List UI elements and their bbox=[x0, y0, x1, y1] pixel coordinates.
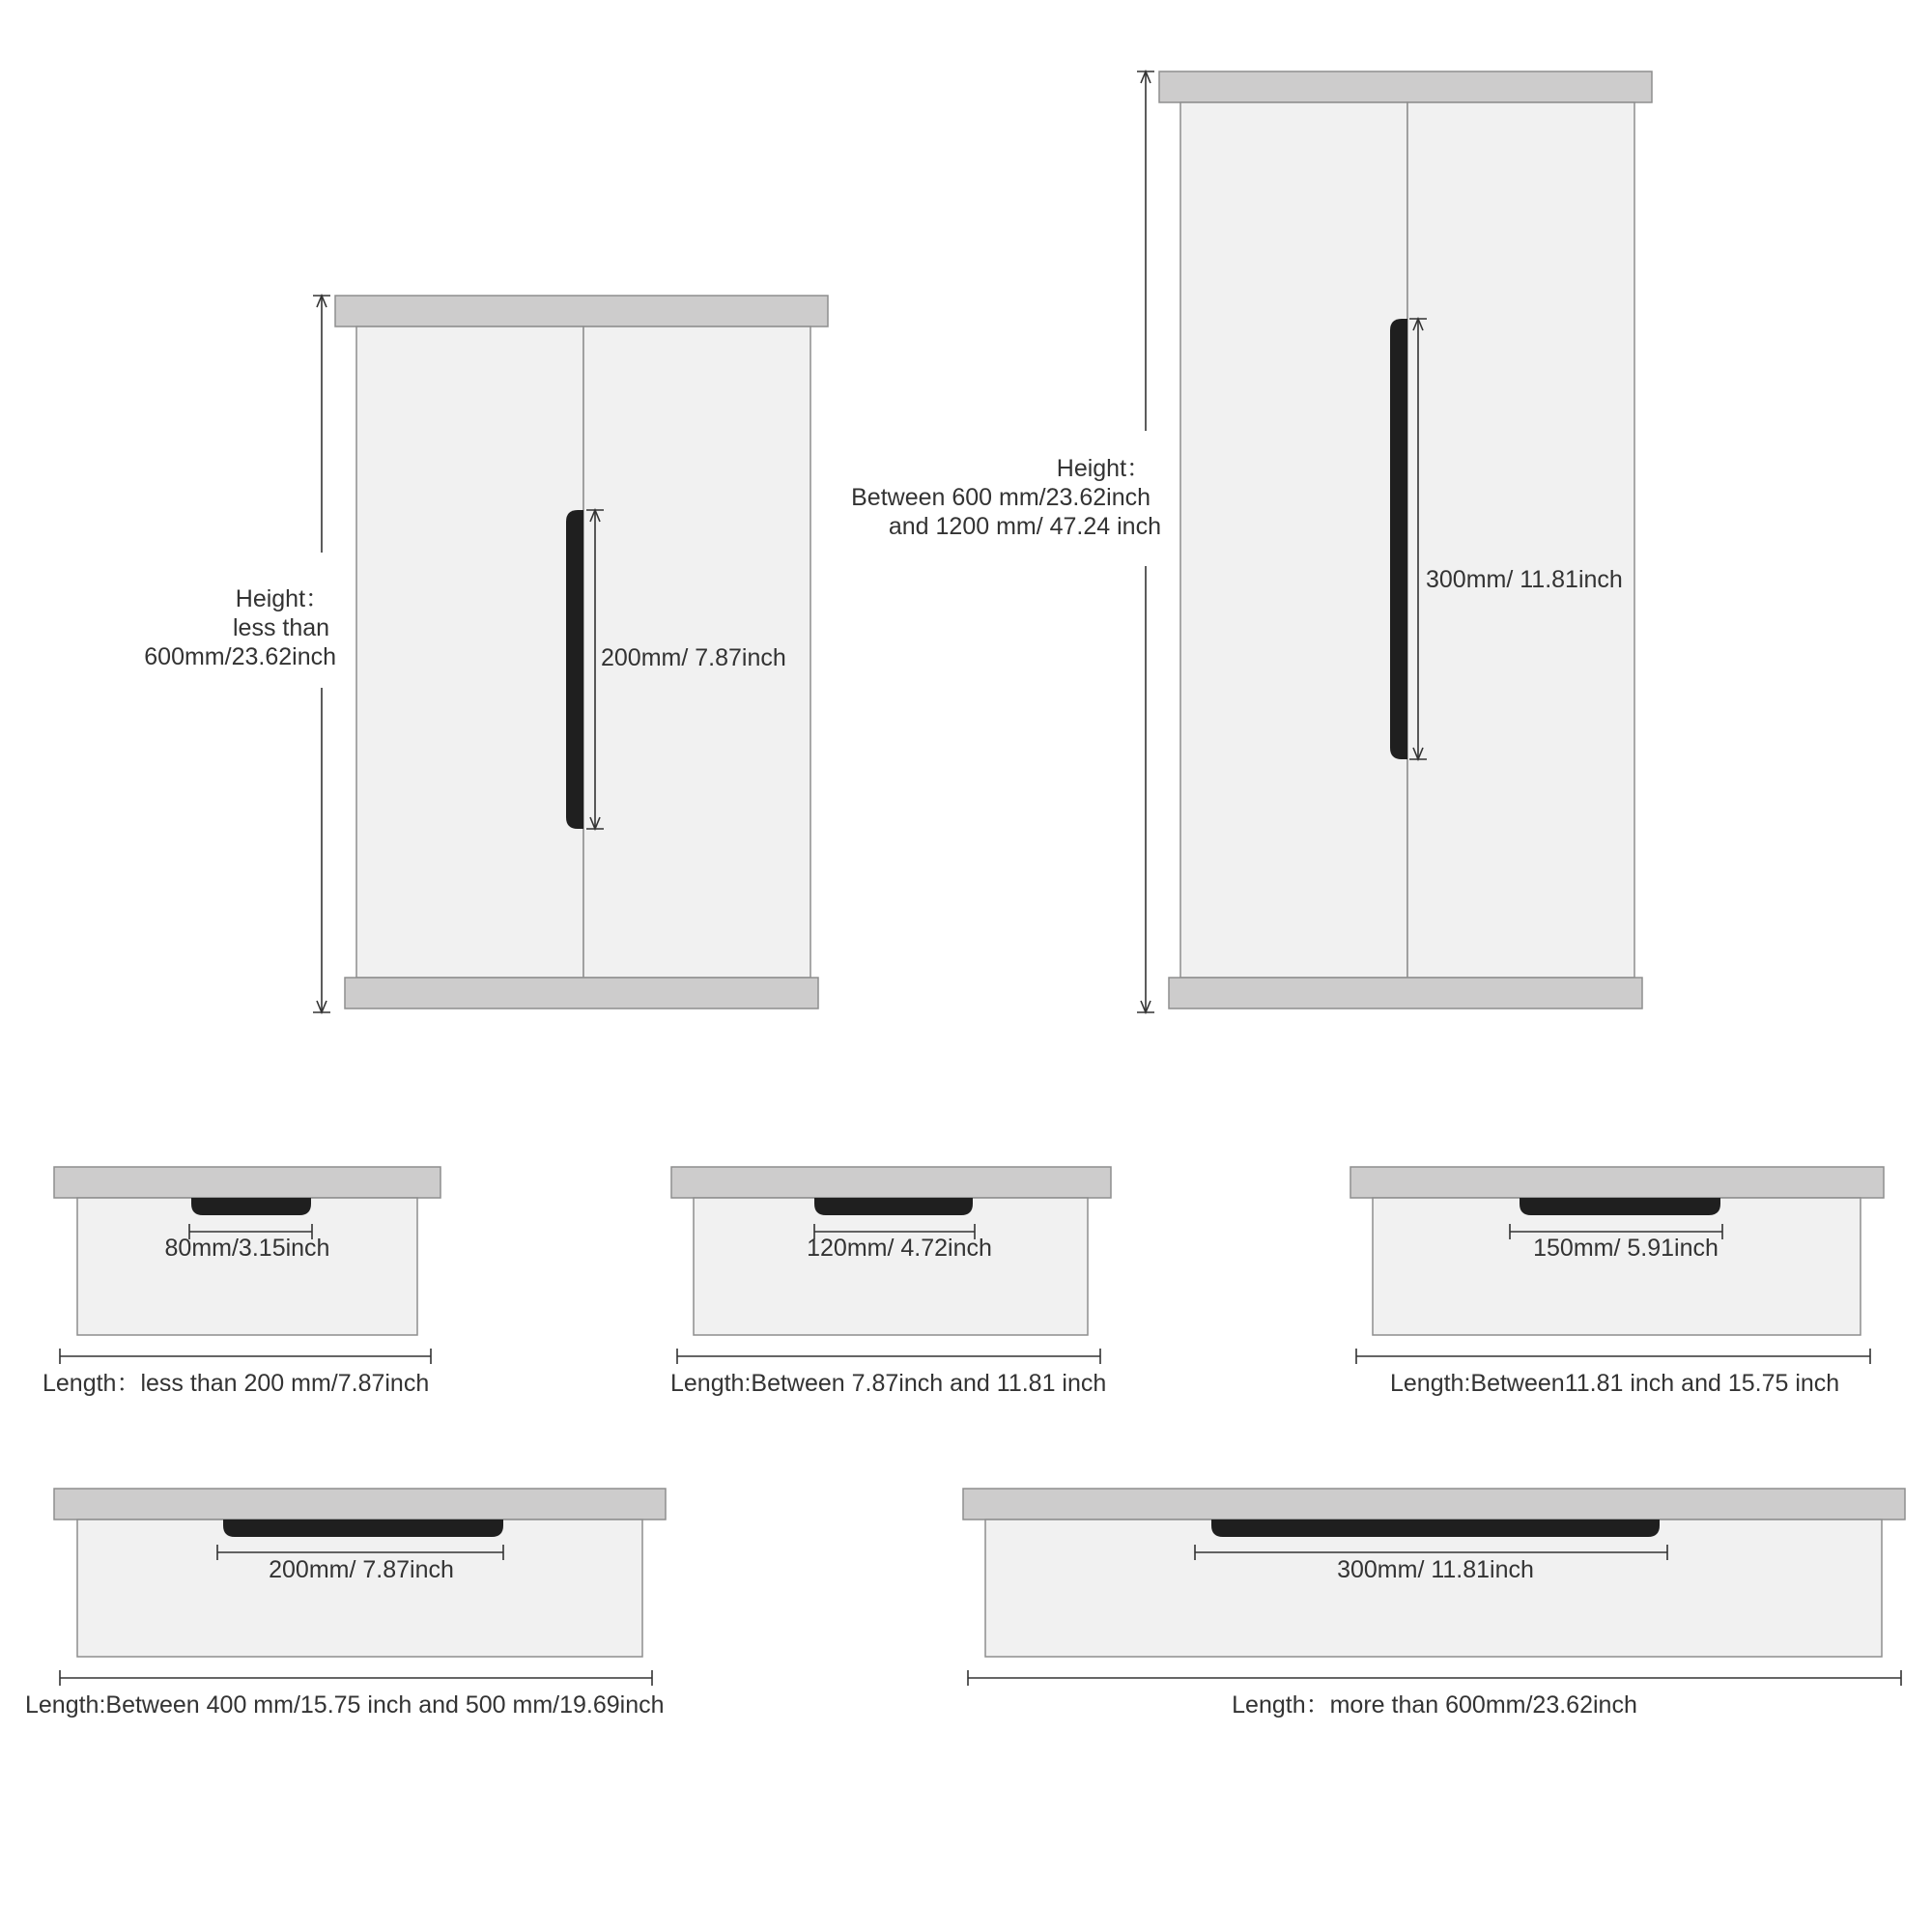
drawer-5 bbox=[963, 1489, 1905, 1719]
drawer-5-length-dimension bbox=[968, 1670, 1901, 1686]
tall-cabinet-handle-label: 300mm/ 11.81inch bbox=[1426, 566, 1623, 593]
drawer-3-handle-label: 150mm/ 5.91inch bbox=[1533, 1235, 1719, 1262]
drawer-5-handle-label: 300mm/ 11.81inch bbox=[1337, 1556, 1534, 1583]
tall-cabinet-right-door bbox=[1407, 102, 1634, 978]
drawer-3-top-plank bbox=[1350, 1167, 1884, 1198]
drawer-1-handle bbox=[191, 1198, 311, 1215]
drawer-1-handle-label: 80mm/3.15inch bbox=[164, 1235, 330, 1262]
drawer-1-length-label: Length：less than 200 mm/7.87inch bbox=[43, 1370, 430, 1397]
drawer-3-front bbox=[1373, 1198, 1861, 1335]
drawer-4-handle bbox=[223, 1520, 503, 1537]
drawer-1 bbox=[43, 1167, 440, 1397]
drawer-2-front bbox=[694, 1198, 1088, 1335]
drawer-3 bbox=[1350, 1167, 1884, 1397]
short-cabinet-handle-label: 200mm/ 7.87inch bbox=[601, 644, 786, 671]
drawer-5-top-plank bbox=[963, 1489, 1905, 1520]
tall-cabinet-bottom-plank bbox=[1169, 978, 1642, 1009]
short-cabinet-top-plank bbox=[335, 296, 828, 327]
tall-cabinet-height-dimension bbox=[1137, 71, 1154, 1012]
drawer-1-length-dimension bbox=[60, 1349, 431, 1364]
short-cabinet bbox=[144, 296, 828, 1012]
short-cabinet-bottom-plank bbox=[345, 978, 818, 1009]
drawer-2-length-label: Length:Between 7.87inch and 11.81 inch bbox=[670, 1370, 1107, 1397]
drawer-4-length-dimension bbox=[60, 1670, 652, 1686]
tall-cabinet-height-label bbox=[851, 455, 1161, 540]
short-height-line-3: 600mm/23.62inch bbox=[144, 643, 336, 670]
short-cabinet-left-door bbox=[356, 327, 583, 978]
drawer-4-length-label: Length:Between 400 mm/15.75 inch and 500 mm/19.69inch bbox=[25, 1691, 665, 1719]
short-cabinet-height-label bbox=[144, 585, 336, 670]
drawer-4 bbox=[25, 1489, 666, 1719]
tall-cabinet bbox=[851, 71, 1652, 1012]
tall-cabinet-top-plank bbox=[1159, 71, 1652, 102]
drawer-3-handle bbox=[1520, 1198, 1720, 1215]
drawer-2-handle-label: 120mm/ 4.72inch bbox=[807, 1235, 992, 1262]
drawer-1-top-plank bbox=[54, 1167, 440, 1198]
drawer-4-front bbox=[77, 1520, 642, 1657]
tall-cabinet-handle bbox=[1390, 319, 1407, 759]
tall-height-line-3: and 1200 mm/ 47.24 inch bbox=[888, 513, 1161, 540]
drawer-3-length-dimension bbox=[1356, 1349, 1870, 1364]
drawer-2-handle bbox=[814, 1198, 973, 1215]
short-height-line-2: less than bbox=[232, 614, 330, 641]
drawer-3-length-label: Length:Between11.81 inch and 15.75 inch bbox=[1390, 1370, 1840, 1397]
tall-height-line-2: Between 600 mm/23.62inch bbox=[851, 484, 1151, 511]
tall-cabinet-left-door bbox=[1180, 102, 1407, 978]
drawer-5-front bbox=[985, 1520, 1882, 1657]
short-cabinet-handle bbox=[566, 510, 583, 829]
tall-height-line-1: Height： bbox=[1056, 455, 1151, 482]
drawer-2-top-plank bbox=[671, 1167, 1111, 1198]
drawer-4-top-plank bbox=[54, 1489, 666, 1520]
drawer-5-length-label: Length：more than 600mm/23.62inch bbox=[1232, 1691, 1637, 1719]
short-height-line-1: Height： bbox=[235, 585, 330, 612]
drawer-2-length-dimension bbox=[677, 1349, 1100, 1364]
drawer-1-front bbox=[77, 1198, 417, 1335]
drawer-4-handle-label: 200mm/ 7.87inch bbox=[269, 1556, 454, 1583]
drawer-5-handle bbox=[1211, 1520, 1660, 1537]
drawer-2 bbox=[670, 1167, 1111, 1397]
